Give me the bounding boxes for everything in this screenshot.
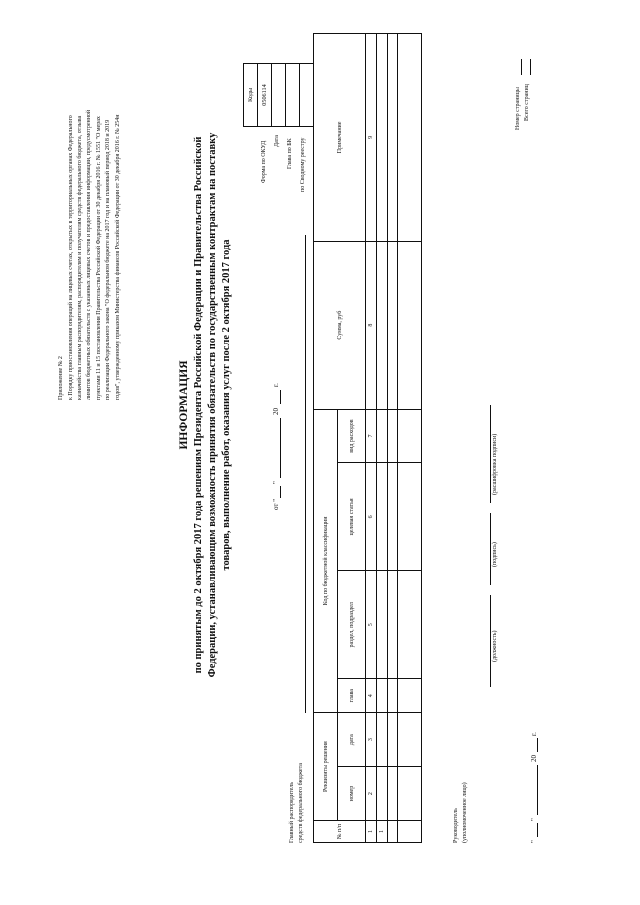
col-num-4: 4 xyxy=(366,679,377,713)
signer-role: Руководитель xyxy=(453,808,459,843)
header-sum: Сумма, руб xyxy=(314,241,366,409)
date-quote: " xyxy=(272,481,280,484)
header-budget-code: Код по бюджетной классификации xyxy=(314,409,338,713)
codes-table xyxy=(243,63,314,127)
header-num: № п/п xyxy=(314,821,366,843)
appendix-line-6: годов", утвержденному приказом Министерства финансов Российской Федерации от 30 декабря 2016 г. № 254н xyxy=(115,114,121,400)
heading-line-3: товаров, выполнение работ, оказания услуг после 2 октября 2017 года xyxy=(221,239,232,571)
sign-date-year: 20 xyxy=(530,755,538,762)
main-table xyxy=(313,33,422,843)
sign-date-q2: " xyxy=(530,818,538,821)
document-title: ИНФОРМАЦИЯ xyxy=(178,360,190,450)
appendix-line-4: пунктами 11 и 15 постановления Правительства Российской Федерации от 30 декабря 2016 г. № 1551 "О мерах xyxy=(96,116,102,400)
col-num-5: 5 xyxy=(366,571,377,679)
sign-date-month-line xyxy=(537,765,538,815)
header-date: дата xyxy=(338,713,366,767)
okud-label: Форма по ОКУД xyxy=(261,140,267,183)
col-num-3: 3 xyxy=(366,713,377,767)
appendix-line-3: лимитов бюджетных обязательств с указанных лицевых счетов и предоставления информации, предусмотренной xyxy=(86,109,92,400)
sign-date-q1: " xyxy=(530,840,538,843)
total-pages-line xyxy=(530,59,531,75)
col-num-9: 9 xyxy=(366,34,377,242)
heading-line-2: Федерации, устанавливающим возможность принятия обязательств по государственным контрактам на поставку xyxy=(207,132,218,678)
bk-label: Глава по БК xyxy=(287,138,293,169)
registry-code xyxy=(300,64,314,127)
appendix-title: Приложение № 2 xyxy=(58,356,64,400)
sign-date-day-line xyxy=(537,823,538,837)
appendix-line-1: к Порядку приостановления операций на лицевых счетах, открытых в территориальных органах Федерального xyxy=(68,115,74,400)
manager-line-2: средств федерального бюджета xyxy=(298,763,304,843)
decode-caption: (расшифровка подписи) xyxy=(492,433,498,495)
position-line xyxy=(490,595,491,687)
decode-line xyxy=(490,405,491,503)
header-target: целевая статья xyxy=(338,463,366,571)
page-number-label: Номер страницы xyxy=(515,87,521,130)
appendix-line-5: по реализации Федерального закона "О федеральном бюджете на 2017 год и на плановый период 2018 и 2019 xyxy=(105,119,111,400)
registry-label: по Сводному реестру xyxy=(300,137,306,192)
header-note: Примечание xyxy=(314,34,366,242)
signature-caption: (подпись) xyxy=(492,542,498,567)
heading-line-1: по принятым до 2 октября 2017 года решениям Президента Российской Федерации и Правительства Российской xyxy=(193,136,204,674)
appendix-line-2: казначейства главным распорядителям, распорядителям и получателям средств федерального бюджета, отзыва xyxy=(77,115,83,400)
signature-line xyxy=(490,513,491,585)
bk-code xyxy=(286,64,300,127)
date-prefix: от " xyxy=(272,498,280,510)
date-day-line xyxy=(280,486,281,498)
col-num-1: 1 xyxy=(366,821,377,843)
page-number-line xyxy=(521,59,522,75)
date-label: Дата xyxy=(274,135,280,147)
signer-role-note: (уполномоченное лицо) xyxy=(462,782,468,843)
position-caption: (должность) xyxy=(492,630,498,662)
col-num-8: 8 xyxy=(366,241,377,409)
col-num-6: 6 xyxy=(366,463,377,571)
manager-underline xyxy=(305,235,306,713)
col-num-7: 7 xyxy=(366,409,377,463)
manager-line-1: Главный распорядитель xyxy=(289,781,295,843)
header-vid: вид расходов xyxy=(338,409,366,463)
total-pages-label: Всего страниц xyxy=(524,84,530,121)
sign-date-suffix: г. xyxy=(530,732,538,736)
sign-date-year-line xyxy=(537,738,538,752)
date-year: 20 xyxy=(272,408,280,415)
codes-header: Коды xyxy=(244,64,258,127)
date-suffix: г. xyxy=(272,383,280,387)
header-glava: глава xyxy=(338,679,366,713)
header-requisites: Реквизиты решения xyxy=(314,713,338,821)
col-num-2: 2 xyxy=(366,767,377,821)
row-1-num: 1 xyxy=(377,821,388,843)
header-razdel: раздел, подраздел xyxy=(338,571,366,679)
date-year-line xyxy=(280,390,281,404)
date-month-line xyxy=(280,418,281,478)
header-number: номер xyxy=(338,767,366,821)
okud-code: 0506114 xyxy=(258,64,272,127)
date-code xyxy=(272,64,286,127)
